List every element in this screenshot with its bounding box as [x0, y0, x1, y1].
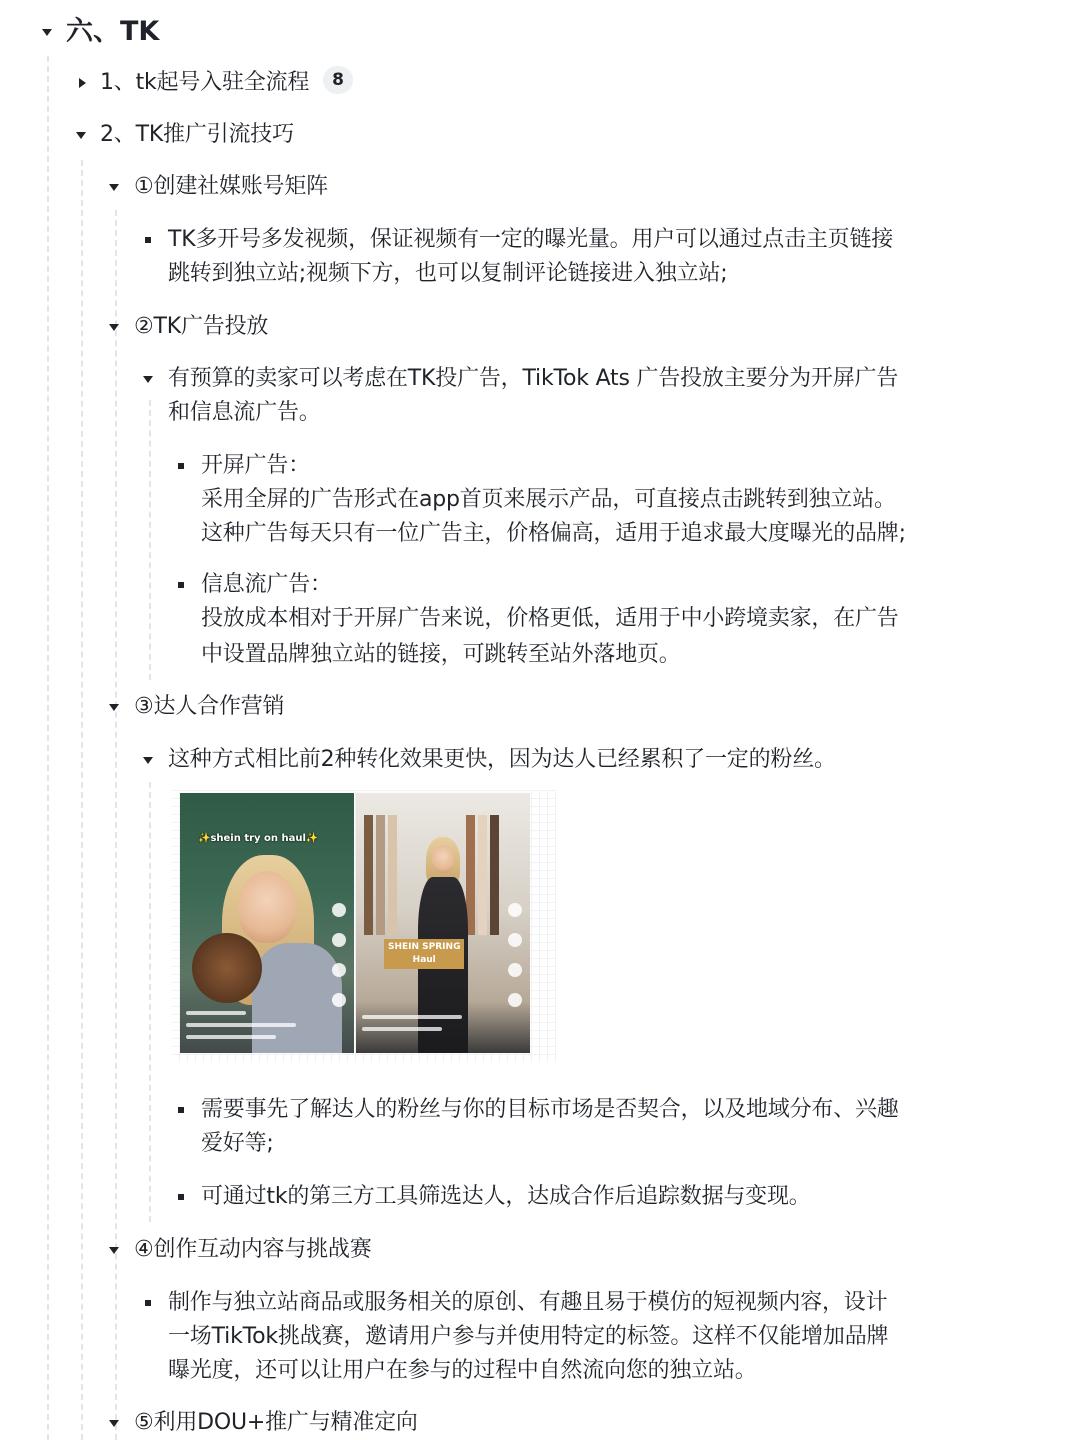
collapse-toggle-item3[interactable]	[104, 697, 124, 717]
person-face	[432, 845, 454, 873]
item4-line-1: 制作与独立站商品或服务相关的原创、有趣且易于模仿的短视频内容，设计	[168, 1290, 888, 1315]
collapse-toggle-item2-text[interactable]	[138, 369, 158, 389]
collapse-toggle-section2[interactable]	[71, 125, 91, 145]
feed-ad-line-1: 投放成本相对于开屏广告来说，价格更低，适用于中小跨境卖家，在广告	[201, 606, 899, 631]
tree-guide-level4-kol	[149, 782, 151, 1222]
video-action-icons	[332, 903, 348, 1023]
video-caption-left: ✨shein try on haul✨	[198, 833, 319, 844]
splash-ad-line-1: 采用全屏的广告形式在app首页来展示产品，可直接点击跳转到独立站。	[201, 487, 896, 512]
section2-label[interactable]: 2、TK推广引流技巧	[100, 122, 294, 147]
collapse-toggle-item5[interactable]	[104, 1413, 124, 1433]
feed-ad-title: 信息流广告：	[201, 572, 332, 597]
kol-tools-text: 可通过tk的第三方工具筛选达人，达成合作后追踪数据与变现。	[201, 1184, 811, 1209]
caret-down-icon	[109, 704, 119, 711]
heading-title: 六、TK	[66, 16, 160, 47]
child-count-badge: 8	[323, 66, 353, 94]
bullet-point	[178, 1194, 184, 1200]
bullet-point	[178, 463, 184, 469]
bullet-point	[178, 582, 184, 588]
kol-fit-line-2: 爱好等;	[201, 1131, 274, 1156]
item1-line-2: 跳转到独立站;视频下方，也可以复制评论链接进入独立站;	[168, 261, 728, 286]
item3-text: 这种方式相比前2种转化效果更快，因为达人已经累积了一定的粉丝。	[168, 747, 836, 772]
item4-line-2: 一场TikTok挑战赛，邀请用户参与并使用特定的标签。这样不仅能增加品牌	[168, 1324, 889, 1349]
person-face	[238, 871, 296, 943]
section1-label: 1、tk起号入驻全流程	[100, 70, 310, 95]
influencer-video-image[interactable]	[172, 790, 556, 1062]
expand-toggle-section1[interactable]	[72, 73, 92, 93]
video-tag-line1: SHEIN SPRING	[388, 942, 461, 952]
video-action-icons	[508, 903, 524, 1023]
collapse-toggle-item4[interactable]	[104, 1240, 124, 1260]
item4-line-3: 曝光度，还可以让用户在参与的过程中自然流向您的独立站。	[168, 1358, 757, 1383]
item1-label[interactable]: ①创建社媒账号矩阵	[134, 174, 328, 199]
caret-down-icon	[109, 1420, 119, 1427]
video-thumbnail-left	[180, 793, 354, 1053]
collapse-toggle-item2[interactable]	[104, 317, 124, 337]
item5-label[interactable]: ⑤利用DOU+推广与精准定向	[134, 1410, 418, 1435]
caret-down-icon	[76, 132, 86, 139]
item3-label[interactable]: ③达人合作营销	[134, 694, 285, 719]
caret-right-icon	[79, 78, 86, 88]
splash-ad-line-2: 这种广告每天只有一位广告主，价格偏高，适用于追求最大度曝光的品牌;	[201, 521, 906, 546]
splash-ad-title: 开屏广告：	[201, 453, 311, 478]
tree-guide-level2	[81, 160, 83, 1440]
caret-down-icon	[109, 184, 119, 191]
feed-ad-line-2: 中设置品牌独立站的链接，可跳转至站外落地页。	[201, 642, 681, 667]
tree-guide-level4-ads	[149, 400, 151, 680]
caret-down-icon	[42, 29, 52, 36]
video-tag	[384, 939, 464, 969]
caret-down-icon	[109, 1247, 119, 1254]
item2-label[interactable]: ②TK广告投放	[134, 314, 269, 339]
caret-down-icon	[109, 324, 119, 331]
caret-down-icon	[143, 376, 153, 383]
collapse-toggle-item3-text[interactable]	[138, 750, 158, 770]
bullet-point	[178, 1107, 184, 1113]
bullet-point	[145, 237, 151, 243]
collapse-toggle-heading[interactable]	[37, 22, 57, 42]
collapse-toggle-item1[interactable]	[104, 177, 124, 197]
item4-label[interactable]: ④创作互动内容与挑战赛	[134, 1237, 372, 1262]
video-tag-line2: Haul	[412, 955, 436, 965]
held-hat	[192, 933, 262, 1003]
item1-line-1: TK多开号多发视频，保证视频有一定的曝光量。用户可以通过点击主页链接	[168, 227, 894, 252]
item2-line-2: 和信息流广告。	[168, 400, 321, 425]
outline-item-section1[interactable]	[100, 66, 353, 100]
caret-down-icon	[143, 757, 153, 764]
video-thumbnail-right	[356, 793, 530, 1053]
item2-line-1: 有预算的卖家可以考虑在TK投广告，TikTok Ats 广告投放主要分为开屏广告	[168, 366, 899, 391]
tree-guide-level1	[47, 56, 49, 1440]
bullet-point	[145, 1300, 151, 1306]
kol-fit-line-1: 需要事先了解达人的粉丝与你的目标市场是否契合，以及地域分布、兴趣	[201, 1097, 899, 1122]
